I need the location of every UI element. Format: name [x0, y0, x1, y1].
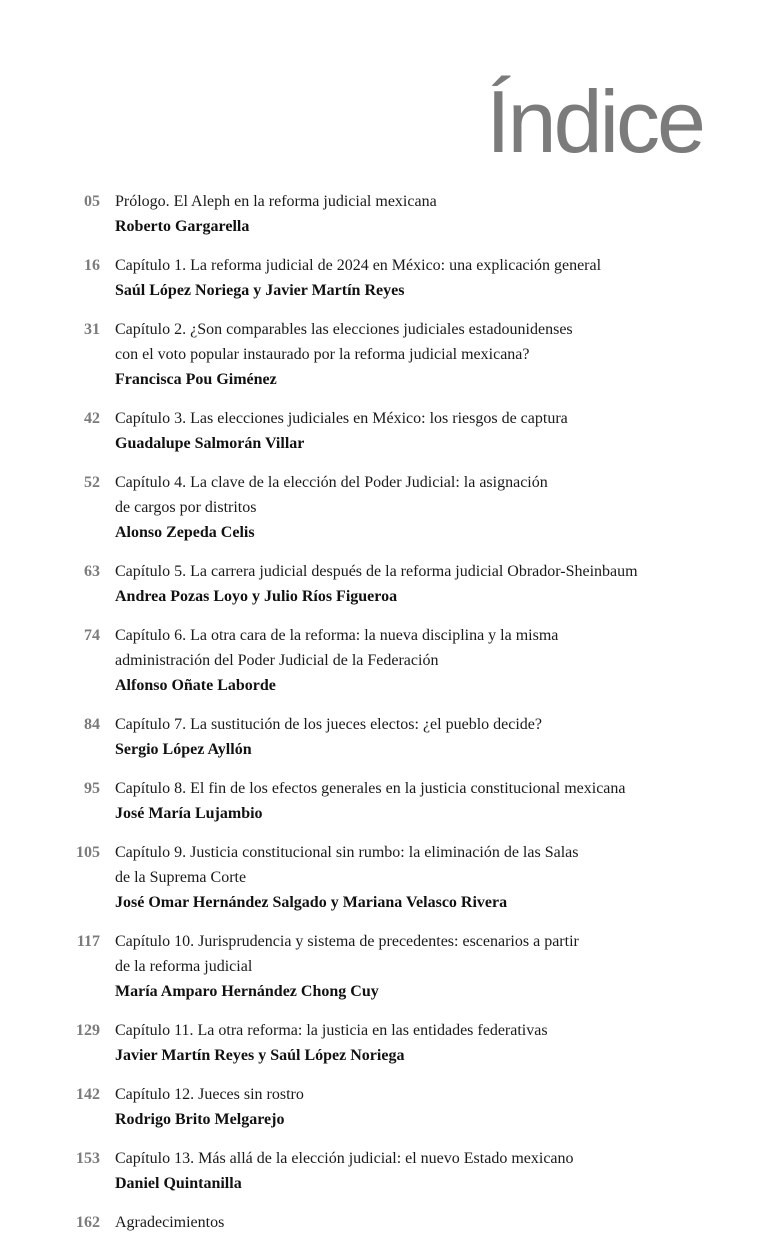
toc-page-number: 74: [84, 627, 100, 644]
toc-entry-title: [115, 1146, 741, 1171]
toc-entry-author: María Amparo Hernández Chong Cuy: [115, 983, 379, 1000]
toc-entry-title-line: administración del Poder Judicial de la Federación: [115, 652, 439, 669]
toc-entry-title-line: Capítulo 13. Más allá de la elección judicial: el nuevo Estado mexicano: [115, 1150, 574, 1167]
toc-entry-title-line: Capítulo 12. Jueces sin rostro: [115, 1086, 304, 1103]
toc-page-number: 142: [76, 1086, 100, 1103]
toc-entry-author: Sergio López Ayllón: [115, 741, 252, 758]
toc-page-number: 153: [76, 1150, 100, 1167]
toc-entry-title-line: Capítulo 8. El fin de los efectos generales en la justicia constitucional mexicana: [115, 780, 626, 797]
toc-entry-title: [115, 929, 741, 979]
toc-page-number: 05: [84, 193, 100, 210]
toc-page-number: 162: [76, 1214, 100, 1231]
toc-entry-title-line: con el voto popular instaurado por la reforma judicial mexicana?: [115, 346, 530, 363]
toc-entry-title-line: Prólogo. El Aleph en la reforma judicial mexicana: [115, 193, 437, 210]
toc-entry-title: [115, 1082, 741, 1107]
toc-entry-title: [115, 712, 741, 737]
toc-entry[interactable]: [0, 840, 781, 915]
toc-entry-author: Andrea Pozas Loyo y Julio Ríos Figueroa: [115, 588, 398, 605]
toc-entry-title-line: Capítulo 5. La carrera judicial después de la reforma judicial Obrador-Sheinbaum: [115, 563, 638, 580]
toc-entry-author: Roberto Gargarella: [115, 218, 250, 235]
toc-entry-author: Francisca Pou Giménez: [115, 371, 277, 388]
toc-page-number: 105: [76, 844, 100, 861]
toc-entry[interactable]: [0, 1082, 781, 1132]
toc-entry-title-line: Capítulo 1. La reforma judicial de 2024 en México: una explicación general: [115, 257, 602, 274]
page-title: Índice: [486, 72, 703, 171]
toc-entry-author: Rodrigo Brito Melgarejo: [115, 1111, 285, 1128]
toc-entry-author: Alonso Zepeda Celis: [115, 524, 255, 541]
toc-entry[interactable]: [0, 470, 781, 545]
toc-entry[interactable]: [0, 189, 781, 239]
toc-page-number: 84: [84, 716, 100, 733]
toc-entry-title: [115, 776, 741, 801]
toc-entry[interactable]: [0, 712, 781, 762]
toc-entry-title: [115, 253, 741, 278]
toc-entry-title-line: Agradecimientos: [115, 1214, 225, 1231]
toc-entry[interactable]: [0, 253, 781, 303]
toc-entry-title-line: Capítulo 6. La otra cara de la reforma: la nueva disciplina y la misma: [115, 627, 559, 644]
toc-entry[interactable]: [0, 317, 781, 392]
toc-entry-author: Alfonso Oñate Laborde: [115, 677, 276, 694]
toc-entry[interactable]: [0, 929, 781, 1004]
toc-entry[interactable]: [0, 776, 781, 826]
toc-entry[interactable]: [0, 1210, 781, 1235]
toc-entry[interactable]: [0, 623, 781, 698]
toc-entry-title-line: Capítulo 11. La otra reforma: la justicia en las entidades federativas: [115, 1022, 548, 1039]
toc-entry-author: José María Lujambio: [115, 805, 263, 822]
toc-entry[interactable]: [0, 1146, 781, 1196]
toc-entry-title: [115, 840, 741, 890]
toc-entry-author: José Omar Hernández Salgado y Mariana Velasco Rivera: [115, 894, 508, 911]
toc-entry-author: Daniel Quintanilla: [115, 1175, 242, 1192]
toc-page-number: 63: [84, 563, 100, 580]
toc-page-number: 16: [84, 257, 100, 274]
toc-page-number: 117: [76, 933, 100, 950]
toc-entry-title: [115, 406, 741, 431]
toc-page-number: 42: [84, 410, 100, 427]
toc-page-number: 95: [84, 780, 100, 797]
toc-entry-title-line: Capítulo 9. Justicia constitucional sin rumbo: la eliminación de las Salas: [115, 844, 579, 861]
toc-entry-title-line: de cargos por distritos: [115, 499, 257, 516]
toc-entry-title: [115, 1018, 741, 1043]
table-of-contents: [0, 189, 781, 1249]
toc-entry-title-line: Capítulo 7. La sustitución de los jueces electos: ¿el pueblo decide?: [115, 716, 542, 733]
toc-entry-title-line: Capítulo 3. Las elecciones judiciales en México: los riesgos de captura: [115, 410, 568, 427]
toc-entry-title-line: Capítulo 2. ¿Son comparables las elecciones judiciales estadounidenses: [115, 321, 573, 338]
toc-entry-title: [115, 470, 741, 520]
toc-entry-title: [115, 189, 741, 214]
toc-entry-title-line: Capítulo 4. La clave de la elección del Poder Judicial: la asignación: [115, 474, 548, 491]
toc-entry-author: Javier Martín Reyes y Saúl López Noriega: [115, 1047, 405, 1064]
toc-entry-title-line: de la reforma judicial: [115, 958, 253, 975]
toc-page-number: 31: [84, 321, 100, 338]
toc-entry[interactable]: [0, 559, 781, 609]
toc-entry-author: Guadalupe Salmorán Villar: [115, 435, 305, 452]
toc-page-number: 52: [84, 474, 100, 491]
toc-entry-title-line: Capítulo 10. Jurisprudencia y sistema de precedentes: escenarios a partir: [115, 933, 579, 950]
toc-entry-title: [115, 317, 741, 367]
toc-entry-title: [115, 559, 741, 584]
toc-entry[interactable]: [0, 1018, 781, 1068]
toc-entry-title: [115, 623, 741, 673]
toc-entry-title: [115, 1210, 741, 1235]
toc-page-number: 129: [76, 1022, 100, 1039]
toc-entry-author: Saúl López Noriega y Javier Martín Reyes: [115, 282, 405, 299]
toc-entry-title-line: de la Suprema Corte: [115, 869, 247, 886]
toc-entry[interactable]: [0, 406, 781, 456]
